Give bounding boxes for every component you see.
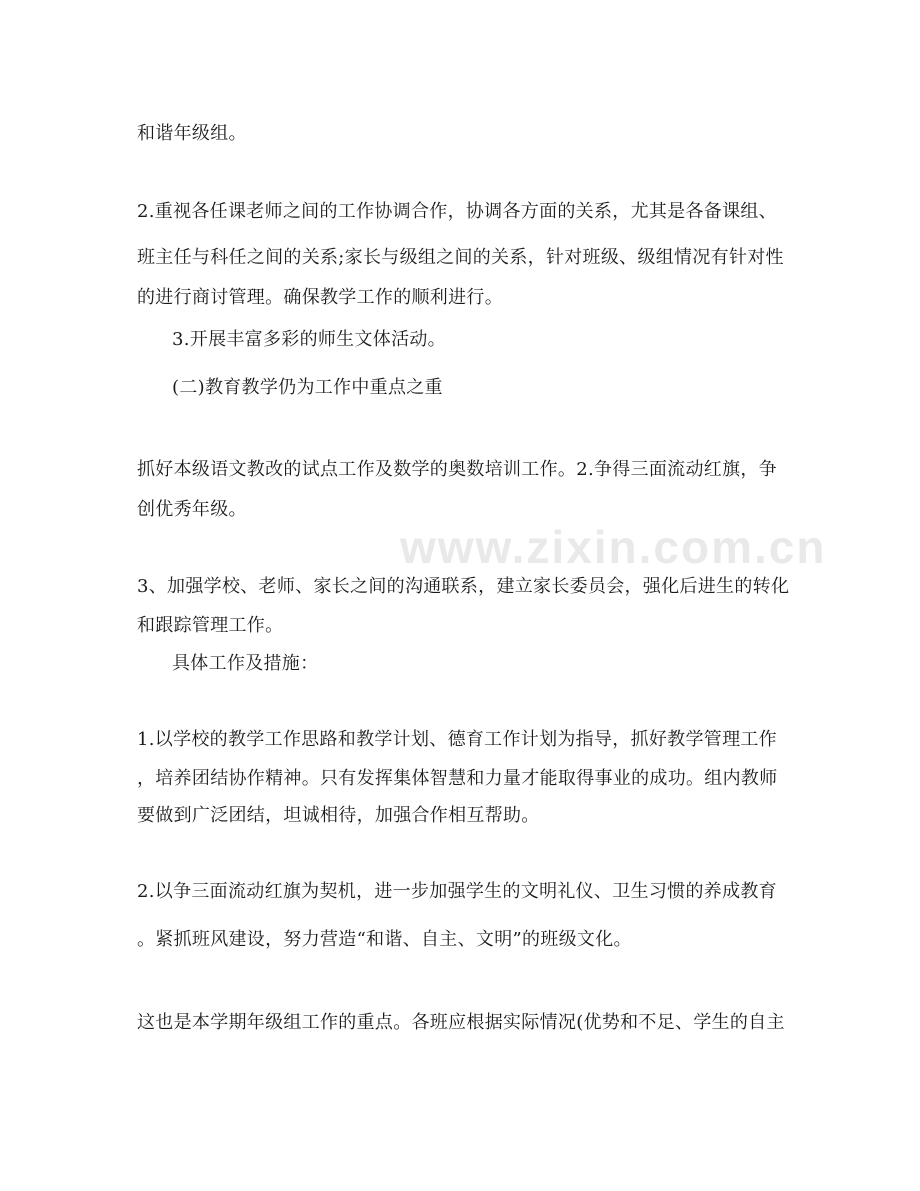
text-line: 要做到广泛团结，坦诚相待，加强合作相互帮助。 [137,805,540,826]
text-line: 这也是本学期年级组工作的重点。各班应根据实际情况(优势和不足、学生的自主 [137,1012,785,1033]
text-line: 班主任与科任之间的关系;家长与级组之间的关系，针对班级、级组情况有针对性 [137,247,784,268]
watermark: www.zixin.com.cn [400,521,827,573]
text-line: 2.重视各任课老师之间的工作协调合作，协调各方面的关系，尤其是各备课组、 [137,201,777,222]
text-line: 抓好本级语文教改的试点工作及数学的奥数培训工作。2.争得三面流动红旗，争 [137,459,777,480]
text-line: 。紧抓班风建设，努力营造“和谐、自主、文明”的班级文化。 [137,929,632,950]
text-line: 和谐年级组。 [137,123,247,144]
text-line: 和跟踪管理工作。 [137,615,284,636]
section-heading: 具体工作及措施： [172,653,319,674]
text-line: ，培养团结协作精神。只有发挥集体智慧和力量才能取得事业的成功。组内教师 [137,768,778,789]
text-line: 创优秀年级。 [137,499,247,520]
text-line: 的进行商讨管理。确保教学工作的顺利进行。 [137,287,503,308]
section-heading: (二)教育教学仍为工作中重点之重 [172,377,443,398]
text-line: 1.以学校的教学工作思路和教学计划、德育工作计划为指导，抓好教学管理工作 [137,729,777,750]
text-line: 3.开展丰富多彩的师生文体活动。 [172,329,446,350]
text-line: 2.以争三面流动红旗为契机，进一步加强学生的文明礼仪、卫生习惯的养成教育 [137,881,777,902]
text-line: 3、加强学校、老师、家长之间的沟通联系，建立家长委员会，强化后进生的转化 [137,576,790,597]
